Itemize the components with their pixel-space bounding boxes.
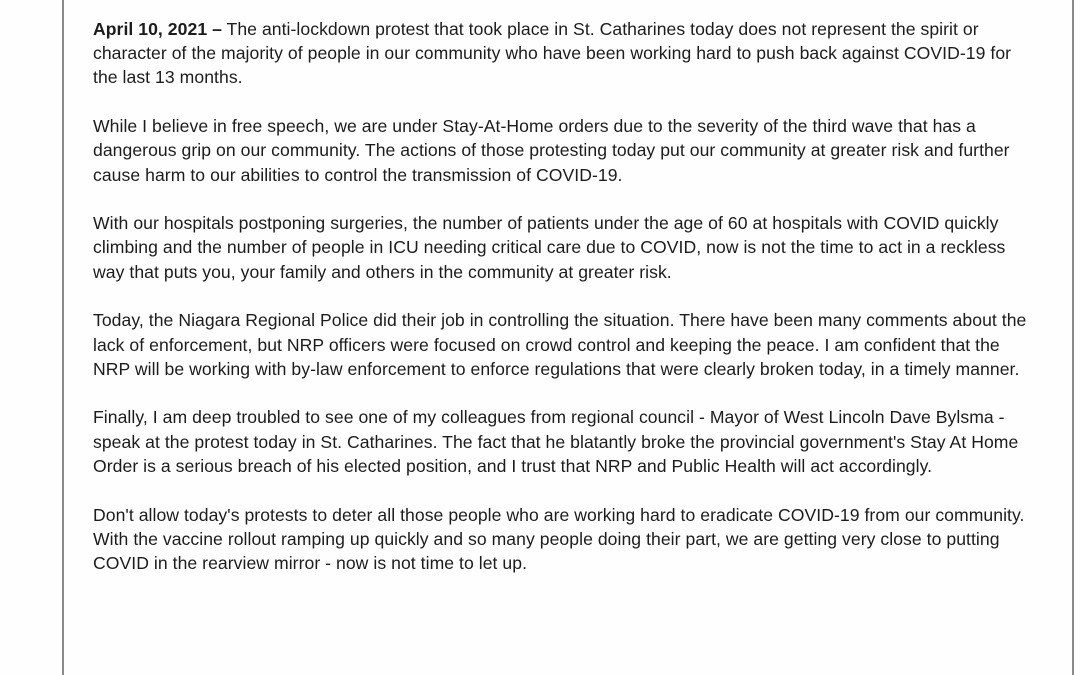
paragraph-1-text: The anti-lockdown protest that took place in St. Catharines today does not represent the spirit or character of the majority of people in our community who have been working hard to push back against COVID-19 for the last 13 months. [93, 19, 1012, 88]
paragraph-5: Finally, I am deep troubled to see one of my colleagues from regional council - Mayor of West Lincoln Dave Bylsma - speak at the protest today in St. Catharines. The fact that he blatantly broke the provincial government's Stay At Home Order is a serious breach of his elected position, and I trust that NRP and Public Health will act accordingly. [93, 407, 1019, 476]
paragraph-6: Don't allow today's protests to deter all those people who are working hard to eradicate COVID-19 from our community. With the vaccine rollout ramping up quickly and so many people doing their part, we are getting very close to putting COVID in the rearview mirror - now is not time to let up. [93, 504, 1025, 573]
paragraph-2: While I believe in free speech, we are under Stay-At-Home orders due to the severity of the third wave that has a dangerous grip on our community. The actions of those protesting today put our community at greater risk and further cause harm to our abilities to control the transmission of COVID-19. [93, 116, 1010, 185]
paragraph-1 [93, 17, 1038, 90]
left-margin-rule [62, 0, 64, 675]
right-margin-rule [1072, 0, 1074, 675]
paragraph-3: With our hospitals postponing surgeries, the number of patients under the age of 60 at hospitals with COVID quickly climbing and the number of people in ICU needing critical care due to COVID, now is not the time to act in a reckless way that puts you, your family and others in the community at greater risk. [93, 213, 1006, 282]
statement-date: April 10, 2021 – [93, 19, 222, 39]
statement-body [93, 17, 1038, 600]
paragraph-4: Today, the Niagara Regional Police did their job in controlling the situation. There have been many comments about the lack of enforcement, but NRP officers were focused on crowd control and keeping the peace. I am confident that the NRP will be working with by-law enforcement to enforce regulations that were clearly broken today, in a timely manner. [93, 310, 1027, 379]
